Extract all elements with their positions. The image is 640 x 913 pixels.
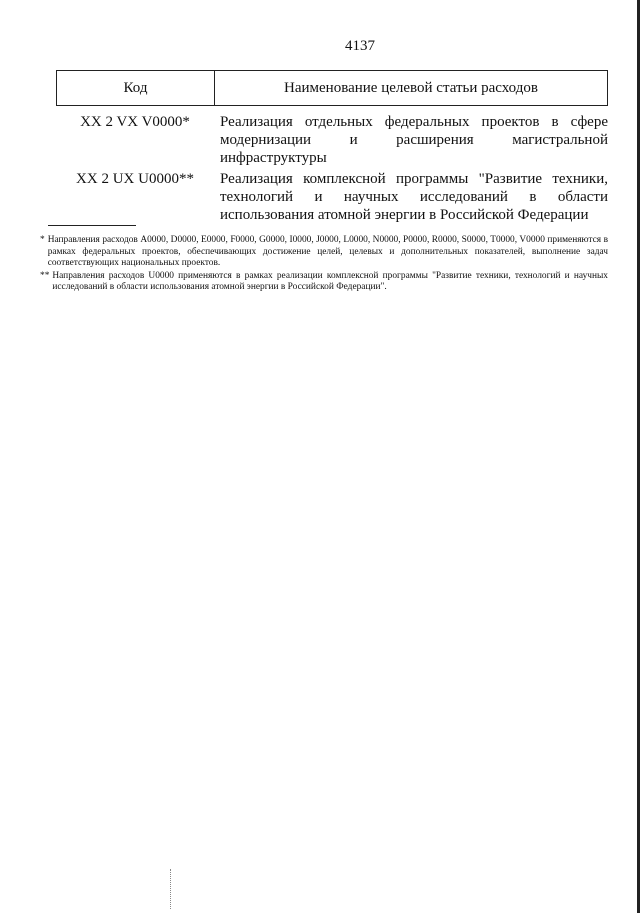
row-code: XX 2 UX U0000**	[76, 171, 194, 187]
table-header	[56, 70, 608, 106]
footnote-text: Направления расходов U0000 применяются в рамках реализации комплексной программы "Развитие техники, технологий и научных исследований в области использования атомной энергии в Российской Федерации".	[52, 270, 608, 293]
row-description: Реализация комплексной программы "Развитие техники, технологий и научных исследований в области использования атомной энергии в Российской Федерации	[220, 171, 608, 223]
header-code: Код	[57, 71, 215, 105]
scan-artifact	[170, 869, 173, 909]
footnote-mark: *	[40, 235, 45, 245]
footnote-mark: **	[40, 270, 50, 281]
footnote	[40, 235, 608, 270]
footnote	[40, 271, 608, 294]
header-name: Наименование целевой статьи расходов	[284, 79, 538, 96]
table-row	[56, 112, 608, 167]
footnotes	[40, 235, 608, 295]
table-body	[56, 112, 608, 226]
footnote-separator	[48, 225, 136, 226]
footnote-text: Направления расходов A0000, D0000, E0000, F0000, G0000, I0000, J0000, L0000, N0000, P0000, R0000, S0000, T0000, V0000 применяются в рамках федеральных проектов, обеспечивающих достижение целей, целевых и дополнительных показателей, выполнение задач соответствующих национальных проектов.	[47, 235, 608, 269]
row-code: XX 2 VX V0000*	[80, 114, 190, 130]
table-row	[56, 169, 608, 224]
row-description: Реализация отдельных федеральных проектов в сфере модернизации и расширения магистральной инфраструктуры	[220, 114, 608, 166]
page-number: 4137	[345, 38, 375, 54]
